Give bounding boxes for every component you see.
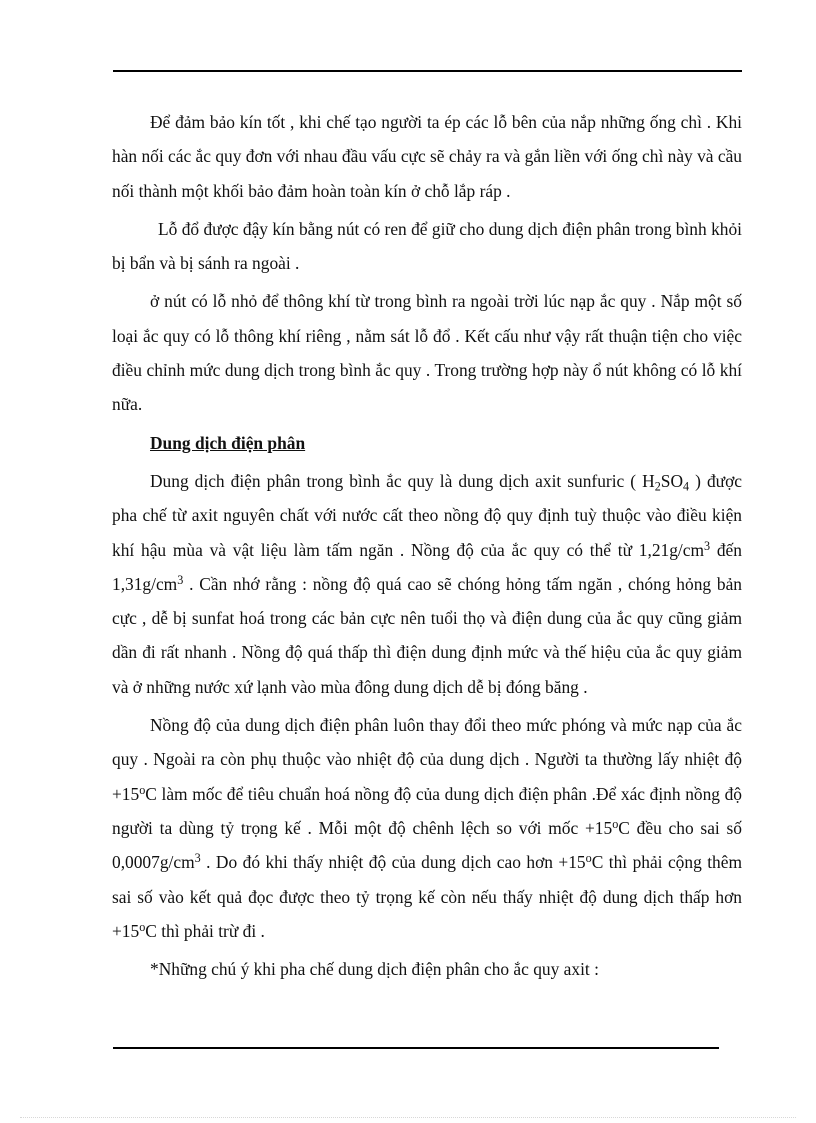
text-run: C làm mốc để tiêu chuẩn hoá nồng độ của dung dịch điện phân .Để xác định nồng độ người ta dùng tỷ trọng kế . Mỗi một độ chênh lệch so với mốc +15 <box>112 783 742 838</box>
subscript: 2 <box>654 479 661 494</box>
footer-rule <box>113 1047 719 1049</box>
superscript: o <box>612 816 619 831</box>
text-run: SO <box>660 470 684 491</box>
superscript: 3 <box>177 572 184 587</box>
superscript: o <box>139 782 146 797</box>
superscript: o <box>585 851 592 866</box>
text-run: Dung dịch điện phân trong bình ắc quy là dung dịch axit sunfuric ( H <box>150 470 655 491</box>
superscript: 3 <box>704 538 711 553</box>
paragraph-concentration <box>112 708 742 948</box>
subscript: 4 <box>683 479 690 494</box>
superscript: o <box>139 919 146 934</box>
paragraph-seal-construction: Để đảm bảo kín tốt , khi chế tạo người ta ép các lỗ bên của nắp những ống chì . Khi hàn nối các ắc quy đơn với nhau đầu vấu cực sẽ chảy ra và gắn liền với ống chì này và cầu nối thành một khối bảo đảm hoàn toàn kín ở chỗ lắp ráp . <box>112 112 742 201</box>
text-run: Nồng độ của dung dịch điện phân luôn thay đổi theo mức phóng và mức nạp của ắc quy . Ngoài ra còn phụ thuộc vào nhiệt độ của dung dịch . Người ta thường lấy nhiệt độ +15 <box>112 715 742 804</box>
text-run: đến 1,31g/cm <box>112 539 742 594</box>
text-run: ) được pha chế từ axit nguyên chất với nước cất theo nồng độ quy định tuỳ thuộc vào điều kiện khí hậu mùa và vật liệu làm tấm ngăn . Nồng độ của ắc quy có thể từ 1,21g/cm <box>112 470 742 560</box>
text-run: C thì phải trừ đi . <box>145 920 265 941</box>
text-run: C thì phải cộng thêm sai số vào kết quả đọc được theo tỷ trọng kế còn nếu thấy nhiệt độ dung dịch thấp hơn +15 <box>112 852 742 941</box>
text-run: C đều cho sai số 0,0007g/cm <box>112 817 742 873</box>
paragraph-notes-intro: *Những chú ý khi pha chế dung dịch điện phân cho ắc quy axit : <box>150 959 599 980</box>
paragraph-vent-hole: ở nút có lỗ nhỏ để thông khí từ trong bình ra ngoài trời lúc nạp ắc quy . Nắp một số loại ắc quy có lỗ thông khí riêng , nằm sát lỗ đổ . Kết cấu như vậy rất thuận tiện cho việc điều chỉnh mức dung dịch trong bình ắc quy . Trong trường hợp này ổ nút không có lỗ khí nữa. <box>112 291 742 415</box>
paragraph-electrolyte <box>112 464 742 704</box>
page-content <box>112 105 742 990</box>
page-edge-dotted-line <box>20 1117 796 1118</box>
header-rule <box>113 70 742 72</box>
paragraph-fill-plug: Lỗ đổ được đậy kín bằng nút có ren để giữ cho dung dịch điện phân trong bình khỏi bị bẩn và bị sánh ra ngoài . <box>112 218 742 274</box>
section-heading: Dung dịch điện phân <box>150 432 306 453</box>
superscript: 3 <box>194 851 201 866</box>
text-run: . Cần nhớ rằng : nồng độ quá cao sẽ chóng hỏng tấm ngăn , chóng hỏng bản cực , dễ bị sunfat hoá trong các bản cực nên tuổi thọ và điện dung của ắc quy cũng giảm dần đi rất nhanh . Nồng độ quá thấp thì điện dung định mức và thế hiệu của ắc quy giảm và ở những nước xứ lạnh vào mùa đông dung dịch dễ bị đóng băng . <box>112 573 742 697</box>
text-run: . Do đó khi thấy nhiệt độ của dung dịch cao hơn +15 <box>200 852 586 873</box>
